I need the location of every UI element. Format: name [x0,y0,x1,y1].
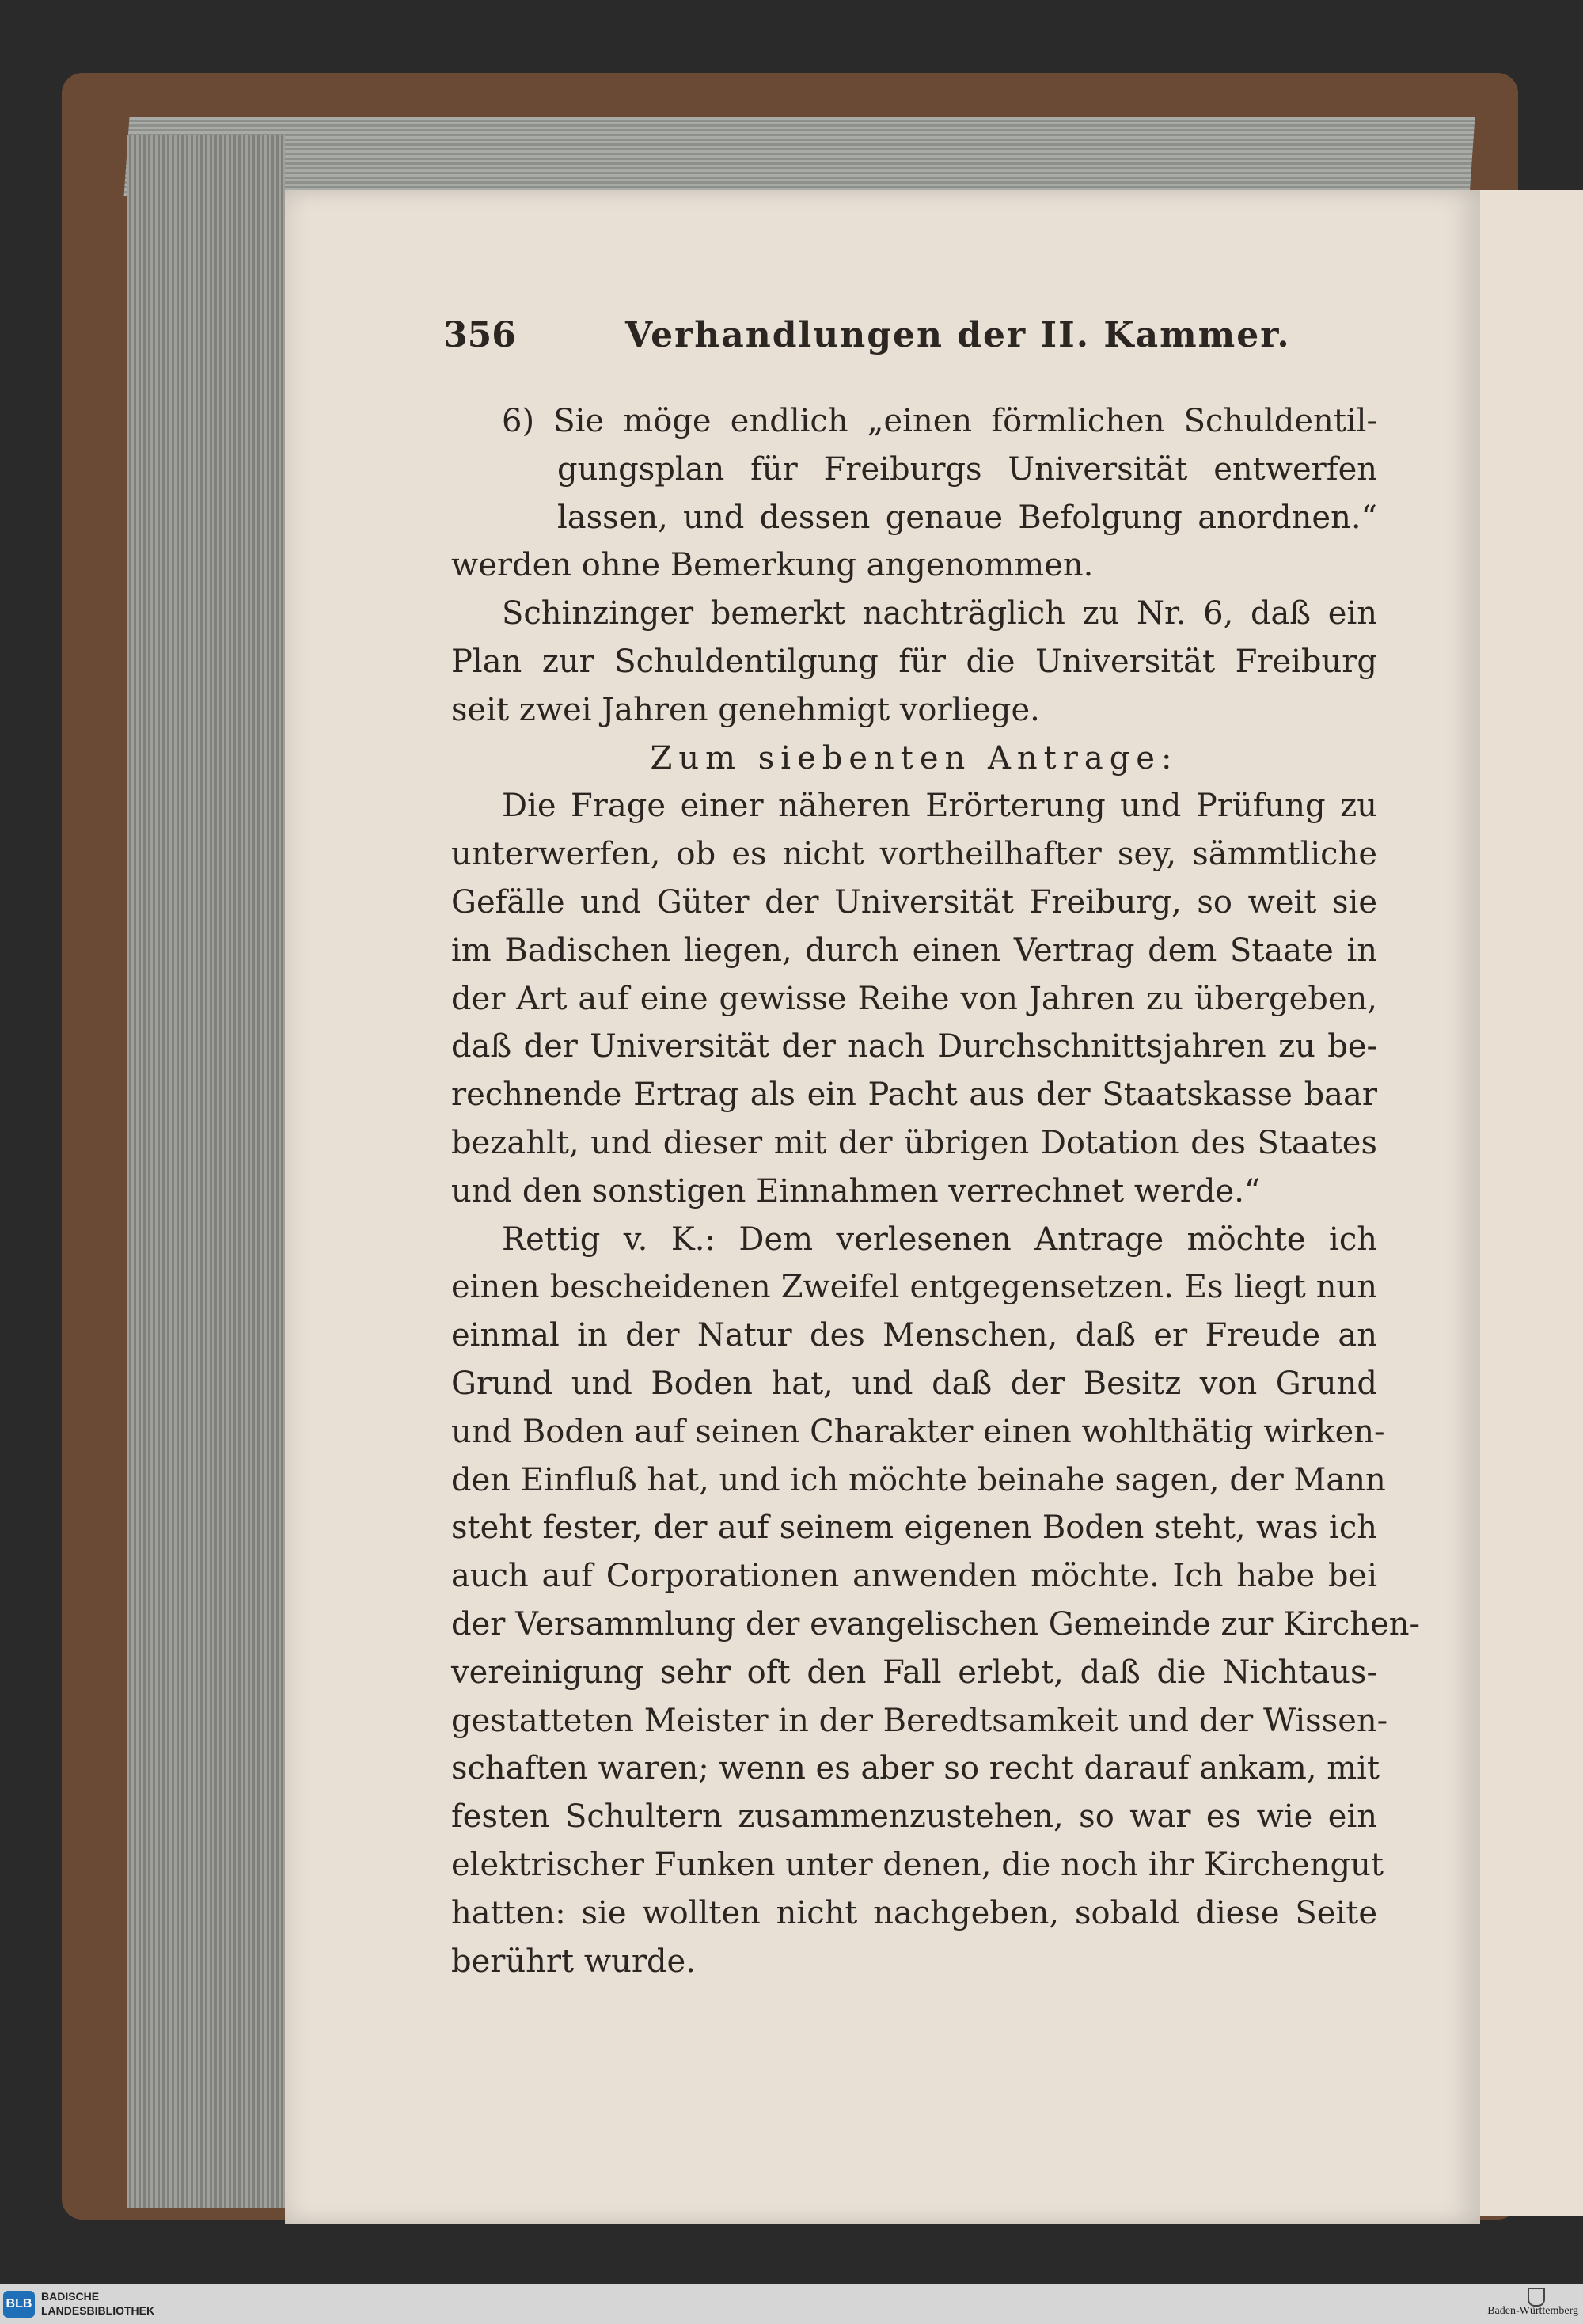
text-line: Rettig v. K.: Dem verlesenen Antrage möchte ich [502,1221,1377,1258]
text-line: unterwerfen, ob es nicht vortheilhafter sey, sämmtliche [451,836,1377,873]
text-line: schaften waren; wenn es aber so recht darauf ankam, mit [451,1750,1380,1787]
text-line: einmal in der Natur des Menschen, daß er Freude an [451,1317,1377,1354]
text-line: werden ohne Bemerkung angenommen. [451,547,1094,584]
text-line: steht fester, der auf seinem eigenen Boden steht, was ich [451,1509,1377,1547]
text-line: daß der Universität der nach Durchschnittsjahren zu be- [451,1028,1377,1065]
text-line: Plan zur Schuldentilgung für die Universität Freiburg [451,643,1377,680]
text-line: und den sonstigen Einnahmen verrechnet werde.“ [451,1172,1261,1209]
text-line: im Badischen liegen, durch einen Vertrag dem Staate in [451,932,1377,969]
text-line: Schinzinger bemerkt nachträglich zu Nr. 6, daß ein [502,595,1377,632]
section-heading: Zum siebenten Antrage: [650,739,1179,777]
body-text [451,397,1421,1985]
footer-bar [0,2284,1583,2324]
text-line: 6) Sie möge endlich „einen förmlichen Schuldentil- [502,403,1377,439]
text-line: der Art auf eine gewisse Reihe von Jahren zu übergeben, [451,980,1377,1017]
text-line: seit zwei Jahren genehmigt vorliege. [451,691,1040,728]
library-name-line-2: LANDESBIBLIOTHEK [41,2304,155,2317]
region-label[interactable]: Baden-Württemberg [1487,2305,1578,2317]
library-name-line-1: BADISCHE [41,2290,100,2303]
page-number: 356 [443,315,516,355]
page-edges-left [127,135,285,2208]
text-line: Die Frage einer näheren Erörterung und Prüfung zu [502,788,1377,825]
text-line: den Einfluß hat, und ich möchte beinahe sagen, der Mann [451,1461,1386,1498]
text-line: gestatteten Meister in der Beredtsamkeit und der Wissen- [451,1702,1388,1739]
text-line: auch auf Corporationen anwenden möchte. Ich habe bei [451,1558,1377,1595]
text-line: bezahlt, und dieser mit der übrigen Dotation des Staates [451,1124,1377,1161]
text-line: gungsplan für Freiburgs Universität entwerfen [557,450,1377,488]
text-line: hatten: sie wollten nicht nachgeben, sobald diese Seite [451,1894,1377,1931]
facing-page-edge [1472,190,1583,2216]
text-line: Gefälle und Güter der Universität Freiburg, so weit sie [451,883,1377,921]
text-line: einen bescheidenen Zweifel entgegensetzen. Es liegt nun [451,1269,1377,1306]
text-line: vereinigung sehr oft den Fall erlebt, daß die Nichtaus- [451,1654,1377,1691]
text-line: Grund und Boden hat, und daß der Besitz von Grund [451,1365,1377,1402]
text-line: und Boden auf seinen Charakter einen wohlthätig wirken- [451,1413,1385,1450]
text-line: elektrischer Funken unter denen, die noch ihr Kirchengut [451,1846,1384,1883]
text-line: festen Schultern zusammenzustehen, so war es wie ein [451,1798,1377,1836]
library-name [41,2289,154,2318]
book-page [285,190,1480,2224]
text-line: rechnende Ertrag als ein Pacht aus der Staatskasse baar [451,1077,1377,1114]
coat-of-arms-icon [1528,2288,1545,2307]
text-line: berührt wurde. [451,1942,696,1980]
text-line: der Versammlung der evangelischen Gemeinde zur Kirchen- [451,1605,1421,1642]
blb-logo[interactable]: BLB [3,2291,35,2318]
text-line: lassen, und dessen genaue Befolgung anordnen.“ [557,499,1377,536]
page-edges-top [124,117,1475,196]
running-title: Verhandlungen der II. Kammer. [625,315,1291,355]
